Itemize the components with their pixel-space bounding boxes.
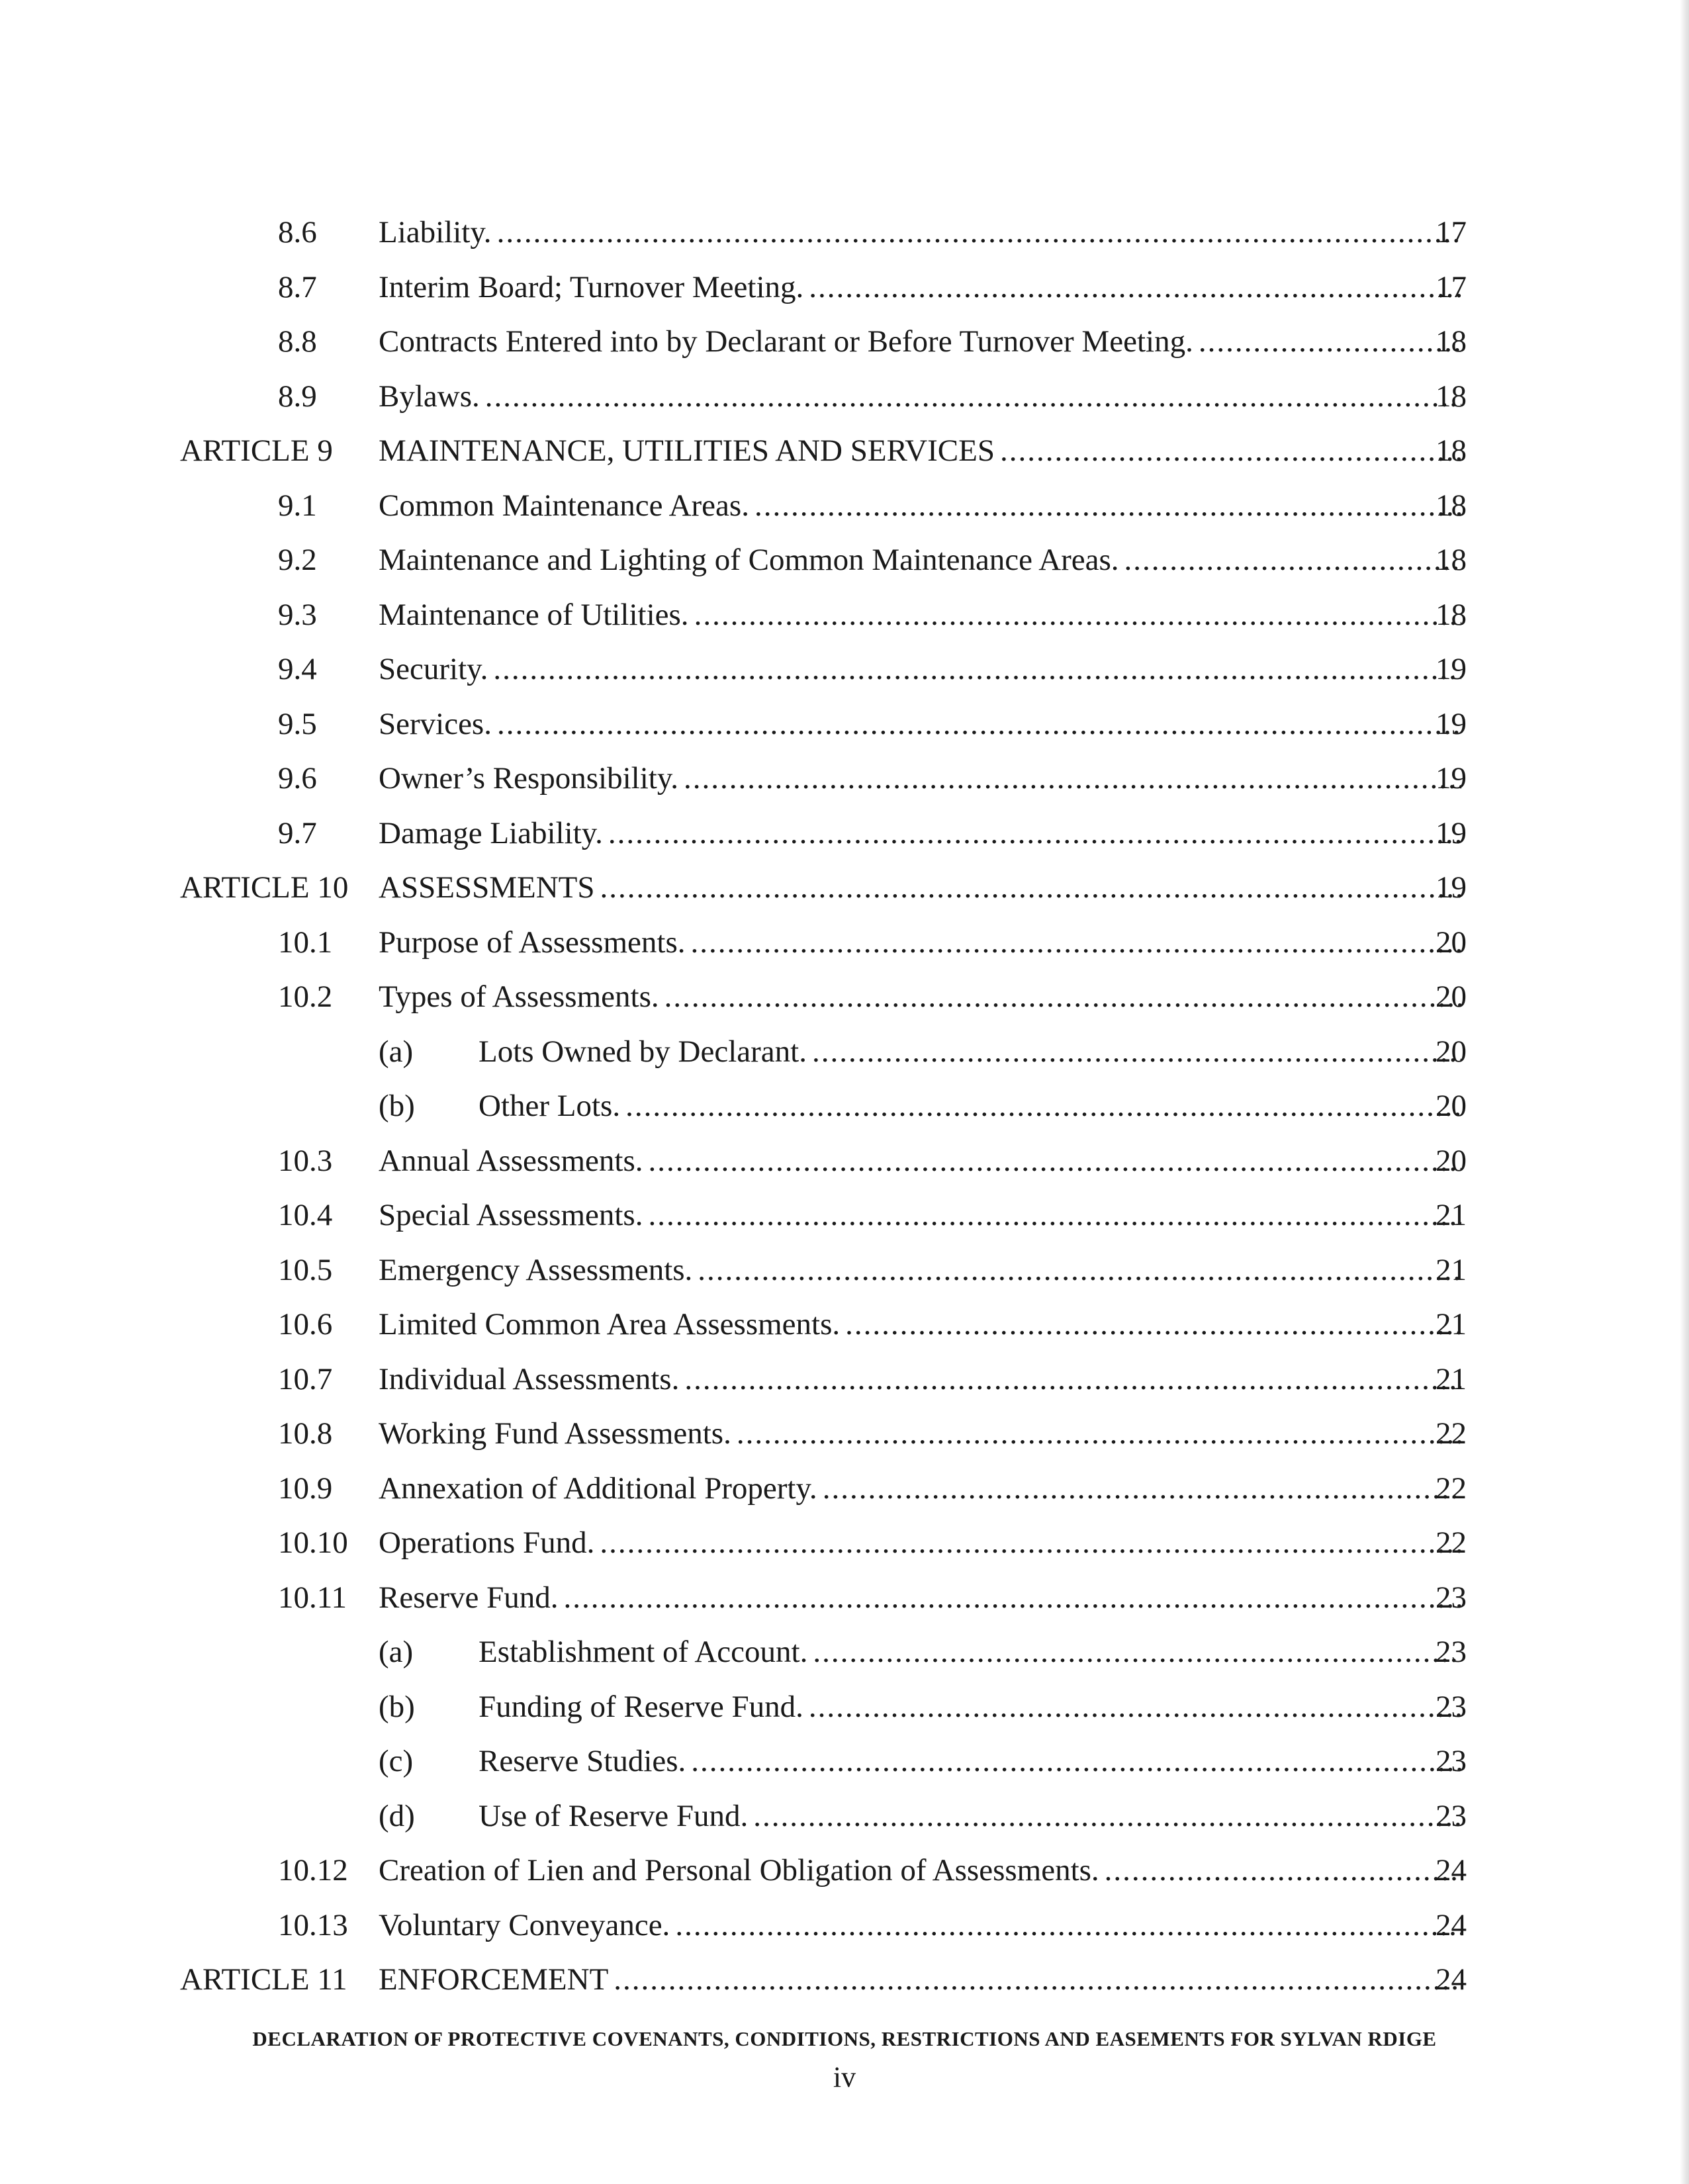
toc-entry-title-line bbox=[379, 697, 1461, 752]
toc-section-row bbox=[0, 1297, 1689, 1352]
toc-entry-number: 10.12 bbox=[278, 1853, 348, 1888]
toc-entry-number: 9.2 bbox=[278, 543, 317, 577]
toc-entry-title: Damage Liability. bbox=[379, 806, 608, 861]
toc-entry-title: Operations Fund. bbox=[379, 1516, 600, 1570]
toc-entry-title: Purpose of Assessments. bbox=[379, 915, 690, 970]
toc-entry-page: 21 bbox=[1436, 1198, 1467, 1232]
toc-dot-leader bbox=[694, 588, 1461, 643]
toc-entry-title-line bbox=[379, 1843, 1461, 1898]
toc-entry-number: 10.7 bbox=[278, 1361, 333, 1396]
toc-entry-number: (c) bbox=[379, 1744, 414, 1778]
toc-entry-page: 23 bbox=[1436, 1798, 1467, 1833]
toc-entry-number: 9.6 bbox=[278, 761, 317, 796]
toc-entry-number: 10.11 bbox=[278, 1580, 347, 1615]
toc-dot-leader bbox=[690, 915, 1461, 970]
toc-entry-title-line bbox=[379, 369, 1461, 424]
footer-document-title: DECLARATION OF PROTECTIVE COVENANTS, CONDITIONS, RESTRICTIONS AND EASEMENTS FOR SYLVAN RDIGE bbox=[252, 2027, 1437, 2050]
toc-section-row bbox=[0, 915, 1689, 970]
toc-entry-page: 23 bbox=[1436, 1744, 1467, 1778]
toc-dot-leader bbox=[684, 1352, 1461, 1407]
toc-entry-title-line bbox=[379, 1461, 1461, 1516]
toc-dot-leader bbox=[614, 1952, 1461, 2007]
toc-entry-page: 18 bbox=[1436, 433, 1467, 468]
toc-dot-leader bbox=[497, 205, 1461, 260]
toc-entry-title-line bbox=[379, 424, 1461, 478]
toc-dot-leader bbox=[809, 260, 1461, 315]
toc-dot-leader bbox=[600, 1516, 1461, 1570]
toc-entry-number: ARTICLE 9 bbox=[180, 433, 333, 468]
toc-subsection-row bbox=[0, 1680, 1689, 1735]
toc-dot-leader bbox=[1000, 424, 1461, 478]
toc-entry-title-line bbox=[379, 1352, 1461, 1407]
toc-dot-leader bbox=[845, 1297, 1461, 1352]
toc-subsection-row bbox=[0, 1079, 1689, 1134]
toc-dot-leader bbox=[1124, 533, 1461, 588]
toc-dot-leader bbox=[564, 1570, 1461, 1625]
toc-dot-leader bbox=[698, 1243, 1461, 1298]
toc-dot-leader bbox=[813, 1625, 1461, 1680]
toc-entry-page: 19 bbox=[1436, 815, 1467, 850]
toc-entry-page: 18 bbox=[1436, 488, 1467, 523]
toc-article-row bbox=[0, 424, 1689, 478]
toc-entry-number: 10.5 bbox=[278, 1252, 333, 1287]
toc-entry-number: 8.9 bbox=[278, 379, 317, 414]
toc-entry-page: 21 bbox=[1436, 1252, 1467, 1287]
toc-entry-number: 8.7 bbox=[278, 269, 317, 304]
toc-entry-number: 9.7 bbox=[278, 815, 317, 850]
toc-entry-title-line bbox=[479, 1680, 1461, 1735]
toc-entry-page: 18 bbox=[1436, 324, 1467, 359]
toc-dot-leader bbox=[497, 697, 1461, 752]
toc-subsection-row bbox=[0, 1625, 1689, 1680]
toc-entry-number: 10.3 bbox=[278, 1143, 333, 1178]
toc-entry-page: 19 bbox=[1436, 761, 1467, 796]
toc-entry-number: (a) bbox=[379, 1034, 414, 1069]
toc-entry-title: ENFORCEMENT bbox=[379, 1952, 614, 2007]
toc-entry-page: 24 bbox=[1436, 1962, 1467, 1997]
toc-entry-number: 10.1 bbox=[278, 925, 333, 960]
toc-subsection-row bbox=[0, 1734, 1689, 1789]
toc-entry-title: Other Lots. bbox=[479, 1079, 625, 1134]
toc-entry-title-line bbox=[379, 314, 1461, 369]
toc-entry-title: Annexation of Additional Property. bbox=[379, 1461, 823, 1516]
toc-entry-title-line bbox=[479, 1789, 1461, 1844]
toc-section-row bbox=[0, 806, 1689, 861]
toc-entry-page: 20 bbox=[1436, 1143, 1467, 1178]
toc-entry-number: (b) bbox=[379, 1089, 415, 1123]
toc-entry-number: 9.4 bbox=[278, 652, 317, 686]
scan-edge bbox=[1680, 0, 1689, 2184]
toc-entry-title-line bbox=[379, 970, 1461, 1024]
toc-entry-page: 24 bbox=[1436, 1907, 1467, 1942]
toc-entry-page: 23 bbox=[1436, 1635, 1467, 1669]
toc-section-row bbox=[0, 970, 1689, 1024]
toc-entry-title-line bbox=[379, 205, 1461, 260]
toc-section-row bbox=[0, 751, 1689, 806]
toc-section-row bbox=[0, 1243, 1689, 1298]
toc-section-row bbox=[0, 369, 1689, 424]
toc-section-row bbox=[0, 1188, 1689, 1243]
toc-entry-title-line bbox=[379, 1134, 1461, 1189]
toc-entry-number: (a) bbox=[379, 1635, 414, 1669]
toc-entry-title: Use of Reserve Fund. bbox=[479, 1789, 753, 1844]
toc-entry-page: 20 bbox=[1436, 1034, 1467, 1069]
toc-dot-leader bbox=[823, 1461, 1461, 1516]
toc-entry-title: Common Maintenance Areas. bbox=[379, 478, 754, 533]
toc-dot-leader bbox=[809, 1680, 1461, 1735]
toc-section-row bbox=[0, 1461, 1689, 1516]
toc-entry-title: ASSESSMENTS bbox=[379, 860, 600, 915]
toc-dot-leader bbox=[691, 1734, 1461, 1789]
toc-entry-title-line bbox=[379, 1952, 1461, 2007]
toc-section-row bbox=[0, 1516, 1689, 1570]
toc-entry-title: Types of Assessments. bbox=[379, 970, 664, 1024]
toc-entry-page: 20 bbox=[1436, 925, 1467, 960]
toc-dot-leader bbox=[608, 806, 1461, 861]
toc-entry-title: Annual Assessments. bbox=[379, 1134, 649, 1189]
toc-entry-page: 20 bbox=[1436, 979, 1467, 1014]
table-of-contents bbox=[0, 205, 1689, 2007]
toc-entry-title: Owner’s Responsibility. bbox=[379, 751, 684, 806]
toc-entry-number: (b) bbox=[379, 1689, 415, 1724]
toc-entry-title: Reserve Fund. bbox=[379, 1570, 564, 1625]
toc-entry-title-line bbox=[479, 1079, 1461, 1134]
toc-entry-title-line bbox=[379, 860, 1461, 915]
toc-entry-title-line bbox=[379, 1570, 1461, 1625]
toc-entry-number: 9.3 bbox=[278, 597, 317, 632]
toc-section-row bbox=[0, 205, 1689, 260]
toc-entry-title-line bbox=[379, 915, 1461, 970]
toc-entry-title: MAINTENANCE, UTILITIES AND SERVICES bbox=[379, 424, 1000, 478]
toc-entry-page: 19 bbox=[1436, 870, 1467, 905]
toc-dot-leader bbox=[1199, 314, 1461, 369]
toc-section-row bbox=[0, 588, 1689, 643]
toc-section-row bbox=[0, 1898, 1689, 1953]
toc-entry-number: (d) bbox=[379, 1798, 415, 1833]
toc-entry-page: 18 bbox=[1436, 543, 1467, 577]
toc-entry-title-line bbox=[379, 1516, 1461, 1570]
toc-entry-number: 8.8 bbox=[278, 324, 317, 359]
toc-dot-leader bbox=[625, 1079, 1461, 1134]
toc-entry-title-line bbox=[479, 1734, 1461, 1789]
toc-dot-leader bbox=[753, 1789, 1461, 1844]
toc-entry-page: 22 bbox=[1436, 1471, 1467, 1506]
toc-entry-title-line bbox=[479, 1024, 1461, 1079]
toc-entry-title: Contracts Entered into by Declarant or Before Turnover Meeting. bbox=[379, 314, 1199, 369]
toc-section-row bbox=[0, 260, 1689, 315]
toc-entry-number: 10.2 bbox=[278, 979, 333, 1014]
toc-entry-number: ARTICLE 10 bbox=[180, 870, 349, 905]
toc-entry-title-line bbox=[479, 1625, 1461, 1680]
toc-entry-title-line bbox=[379, 588, 1461, 643]
toc-subsection-row bbox=[0, 1024, 1689, 1079]
toc-entry-title: Individual Assessments. bbox=[379, 1352, 684, 1407]
toc-entry-title: Liability. bbox=[379, 205, 497, 260]
toc-section-row bbox=[0, 314, 1689, 369]
toc-dot-leader bbox=[675, 1898, 1461, 1953]
toc-entry-page: 19 bbox=[1436, 706, 1467, 741]
toc-section-row bbox=[0, 1352, 1689, 1407]
toc-section-row bbox=[0, 697, 1689, 752]
toc-entry-title: Services. bbox=[379, 697, 497, 752]
toc-entry-title: Creation of Lien and Personal Obligation of Assessments. bbox=[379, 1843, 1105, 1898]
footer-page-number: iv bbox=[833, 2061, 856, 2093]
toc-section-row bbox=[0, 533, 1689, 588]
toc-entry-page: 23 bbox=[1436, 1580, 1467, 1615]
toc-entry-title: Funding of Reserve Fund. bbox=[479, 1680, 809, 1735]
toc-entry-page: 17 bbox=[1436, 269, 1467, 304]
toc-dot-leader bbox=[600, 860, 1462, 915]
toc-entry-page: 19 bbox=[1436, 652, 1467, 686]
toc-entry-title: Security. bbox=[379, 642, 493, 697]
toc-entry-page: 22 bbox=[1436, 1416, 1467, 1451]
toc-entry-title-line bbox=[379, 533, 1461, 588]
toc-dot-leader bbox=[1105, 1843, 1461, 1898]
toc-entry-number: 10.6 bbox=[278, 1307, 333, 1342]
toc-entry-title: Maintenance of Utilities. bbox=[379, 588, 694, 643]
toc-entry-page: 18 bbox=[1436, 379, 1467, 414]
toc-entry-title: Interim Board; Turnover Meeting. bbox=[379, 260, 809, 315]
toc-entry-title-line bbox=[379, 751, 1461, 806]
toc-section-row bbox=[0, 478, 1689, 533]
toc-dot-leader bbox=[493, 642, 1461, 697]
toc-entry-title: Working Fund Assessments. bbox=[379, 1406, 737, 1461]
toc-entry-title: Bylaws. bbox=[379, 369, 485, 424]
toc-entry-title: Voluntary Conveyance. bbox=[379, 1898, 675, 1953]
toc-entry-title: Limited Common Area Assessments. bbox=[379, 1297, 845, 1352]
toc-section-row bbox=[0, 1134, 1689, 1189]
toc-section-row bbox=[0, 642, 1689, 697]
toc-entry-title-line bbox=[379, 1297, 1461, 1352]
toc-section-row bbox=[0, 1406, 1689, 1461]
toc-dot-leader bbox=[737, 1406, 1461, 1461]
toc-entry-page: 23 bbox=[1436, 1689, 1467, 1724]
toc-entry-number: 10.10 bbox=[278, 1525, 348, 1560]
toc-entry-title: Reserve Studies. bbox=[479, 1734, 691, 1789]
toc-article-row bbox=[0, 860, 1689, 915]
toc-entry-page: 17 bbox=[1436, 215, 1467, 250]
toc-section-row bbox=[0, 1570, 1689, 1625]
toc-entry-page: 22 bbox=[1436, 1525, 1467, 1560]
toc-subsection-row bbox=[0, 1789, 1689, 1844]
toc-entry-number: 10.13 bbox=[278, 1907, 348, 1942]
toc-entry-page: 21 bbox=[1436, 1307, 1467, 1342]
toc-dot-leader bbox=[754, 478, 1461, 533]
toc-entry-title-line bbox=[379, 1243, 1461, 1298]
toc-entry-page: 18 bbox=[1436, 597, 1467, 632]
toc-dot-leader bbox=[664, 970, 1461, 1024]
toc-entry-title-line bbox=[379, 806, 1461, 861]
toc-dot-leader bbox=[812, 1024, 1461, 1079]
toc-entry-page: 21 bbox=[1436, 1361, 1467, 1396]
toc-section-row bbox=[0, 1843, 1689, 1898]
toc-entry-title-line bbox=[379, 260, 1461, 315]
toc-dot-leader bbox=[649, 1134, 1462, 1189]
toc-entry-number: 10.9 bbox=[278, 1471, 333, 1506]
toc-entry-title: Lots Owned by Declarant. bbox=[479, 1024, 812, 1079]
toc-dot-leader bbox=[485, 369, 1461, 424]
toc-entry-title-line bbox=[379, 478, 1461, 533]
toc-entry-number: 10.4 bbox=[278, 1198, 333, 1232]
toc-dot-leader bbox=[648, 1188, 1461, 1243]
toc-entry-title-line bbox=[379, 1188, 1461, 1243]
toc-entry-title: Emergency Assessments. bbox=[379, 1243, 698, 1298]
toc-entry-number: 10.8 bbox=[278, 1416, 333, 1451]
toc-entry-title-line bbox=[379, 1406, 1461, 1461]
toc-entry-title-line bbox=[379, 1898, 1461, 1953]
toc-entry-number: 9.1 bbox=[278, 488, 317, 523]
toc-entry-title-line bbox=[379, 642, 1461, 697]
toc-entry-number: ARTICLE 11 bbox=[180, 1962, 347, 1997]
toc-entry-title: Maintenance and Lighting of Common Maintenance Areas. bbox=[379, 533, 1124, 588]
toc-entry-title: Establishment of Account. bbox=[479, 1625, 813, 1680]
toc-article-row bbox=[0, 1952, 1689, 2007]
toc-entry-page: 20 bbox=[1436, 1089, 1467, 1123]
toc-entry-title: Special Assessments. bbox=[379, 1188, 648, 1243]
toc-dot-leader bbox=[684, 751, 1461, 806]
toc-entry-number: 9.5 bbox=[278, 706, 317, 741]
toc-entry-page: 24 bbox=[1436, 1853, 1467, 1888]
toc-entry-number: 8.6 bbox=[278, 215, 317, 250]
